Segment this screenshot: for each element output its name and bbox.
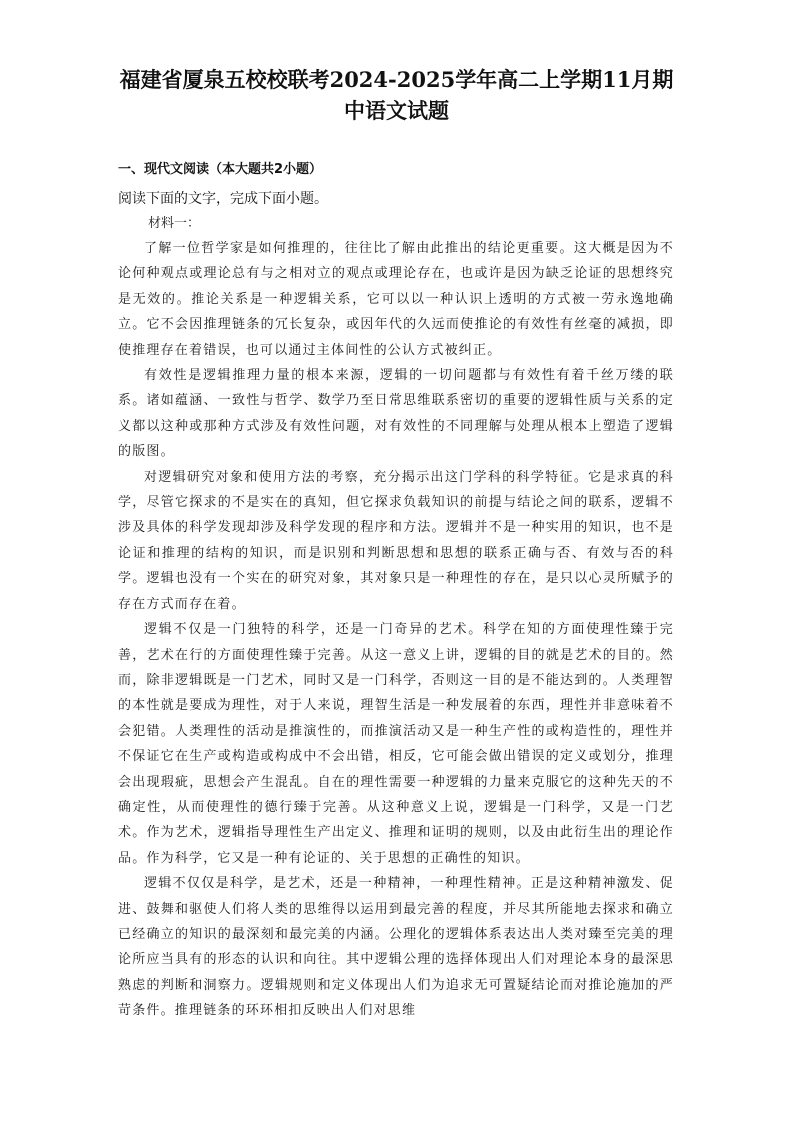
paragraph: 有效性是逻辑推理力量的根本来源，逻辑的一切问题都与有效性有着千丝万缕的联系。诸如蕴涵、一致性与哲学、数学乃至日常思维联系密切的重要的逻辑性质与关系的定义都以这种或那种方式涉及有效性问题，对有效性的不同理解与处理从根本上塑造了逻辑的版图。 <box>118 368 674 460</box>
document-title <box>100 64 693 126</box>
paragraph: 对逻辑研究对象和使用方法的考察，充分揭示出这门学科的科学特征。它是求真的科学，尽管它探求的不是实在的真知，但它探求负载知识的前提与结论之间的联系，逻辑不涉及具体的科学发现却涉及科学发现的程序和方法。逻辑并不是一种实用的知识，也不是论证和推理的结构的知识，而是识别和判断思想和思想的联系正确与否、有效与否的科学。逻辑也没有一个实在的研究对象，其对象只是一种理性的存在，是只以心灵所赋予的存在方式而存在着。 <box>118 469 674 612</box>
paragraph: 逻辑不仅仅是科学，是艺术，还是一种精神，一种理性精神。正是这种精神激发、促进、鼓舞和驱使人们将人类的思维得以运用到最完善的程度，并尽其所能地去探求和确立已经确立的知识的最深刻和最完美的内涵。公理化的逻辑体系表达出人类对臻至完美的理论所应当具有的形态的认识和向往。其中逻辑公理的选择体现出人们对理论本身的最深思熟虑的判断和洞察力。逻辑规则和定义体现出人们为追求无可置疑结论而对推论施加的严苛条件。推理链条的环环相扣反映出人们对思维 <box>118 876 674 1019</box>
section-heading: 一、现代文阅读（本大题共2小题） <box>118 162 323 177</box>
material-label: 材料一： <box>148 216 201 231</box>
paragraph: 逻辑不仅是一门独特的科学，还是一门奇异的艺术。科学在知的方面使理性臻于完善，艺术在行的方面使理性臻于完善。从这一意义上讲，逻辑的目的就是艺术的目的。然而，除非逻辑既是一门艺术，同时又是一门科学，否则这一目的是不能达到的。人类理智的本性就是要成为理性，对于人来说，理智生活是一种发展着的东西，理性并非意味着不会犯错。人类理性的活动是推演性的，而推演活动又是一种生产性的或构造性的，理性并不保证它在生产或构造或构成中不会出错，相反，它可能会做出错误的定义或划分，推理会出现瑕疵，思想会产生混乱。自在的理性需要一种逻辑的力量来克服它的这种先天的不确定性，从而使理性的德行臻于完善。从这种意义上说，逻辑是一门科学，又是一门艺术。作为艺术，逻辑指导理性生产出定义、推理和证明的规则，以及由此衍生出的理论作品。作为科学，它又是一种有论证的、关于思想的正确性的知识。 <box>118 622 674 866</box>
passage-body <box>118 236 674 1024</box>
reading-instruction: 阅读下面的文字，完成下面小题。 <box>118 191 328 207</box>
title-line-2: 中语文试题 <box>344 98 449 123</box>
paragraph: 了解一位哲学家是如何推理的，往往比了解由此推出的结论更重要。这大概是因为不论何种观点或理论总有与之相对立的观点或理论存在，也或许是因为缺乏论证的思想终究是无效的。推论关系是一种逻辑关系，它可以以一种认识上透明的方式被一劳永逸地确立。它不会因推理链条的冗长复杂，或因年代的久远而使推论的有效性有丝毫的减损，即使推理存在着错误，也可以通过主体间性的公认方式被纠正。 <box>118 241 674 358</box>
title-line-1: 福建省厦泉五校校联考2024-2025学年高二上学期11月期 <box>119 67 674 92</box>
